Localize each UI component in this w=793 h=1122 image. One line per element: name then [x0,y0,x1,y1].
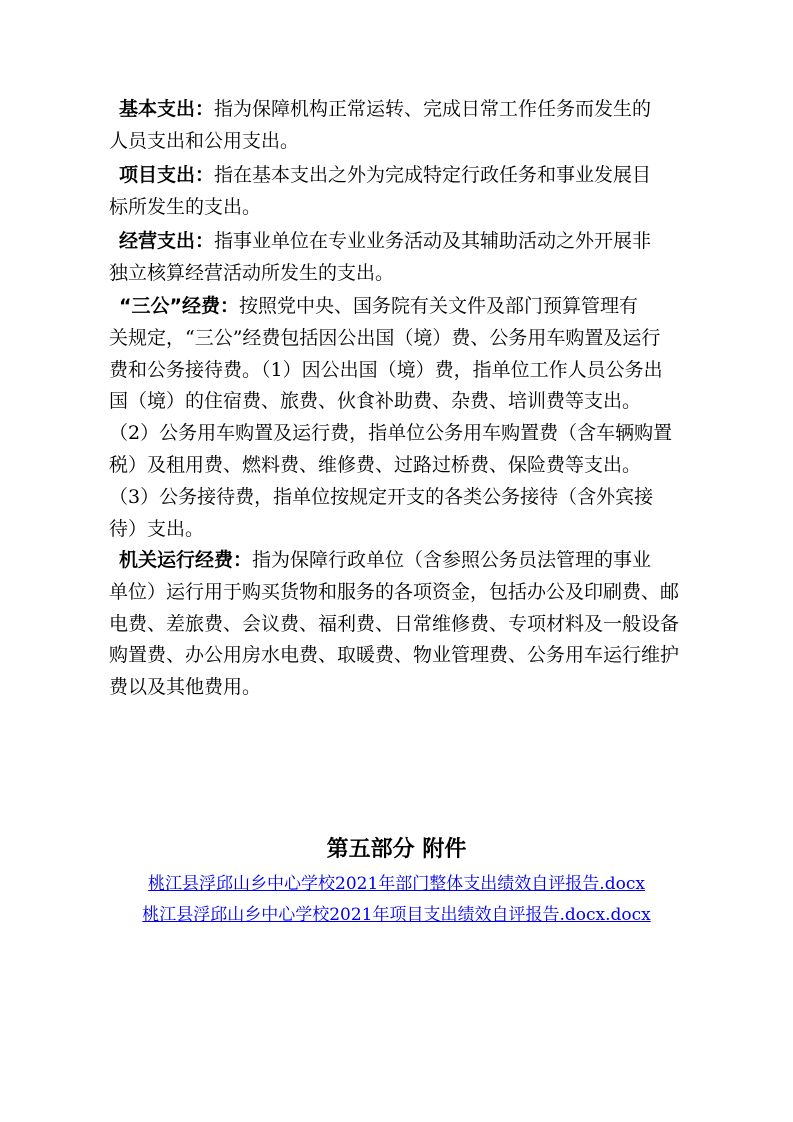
term-label: 经营支出： [119,230,215,252]
paragraph-line: 单位）运行用于购买货物和服务的各项资金，包括办公及印刷费、邮 [109,580,680,603]
paragraph-line [109,160,725,192]
paragraph-line: 关规定，“三公”经费包括因公出国（境）费、公务用车购置及运行 [109,326,661,349]
paragraph-basic-expenditure [109,94,725,158]
paragraph-line: 税）及租用费、燃料费、维修费、过路过桥费、保险费等支出。 [109,453,642,476]
term-label: 机关运行经费： [119,549,253,571]
term-label: “三公”经费： [119,295,239,317]
paragraph-project-expenditure [109,160,725,224]
paragraph-line: （2）公务用车购置及运行费，指单位公务用车购置费（含车辆购置 [109,422,673,445]
paragraph-line [109,291,725,323]
paragraph-text: 按照党中央、国务院有关文件及部门预算管理有 [238,295,638,317]
term-label: 基本支出： [119,98,215,120]
paragraph-text: 指事业单位在专业业务活动及其辅助活动之外开展非 [214,230,652,252]
paragraph-three-public-expenses [109,291,725,545]
paragraph-line: 人员支出和公用支出。 [109,129,300,152]
attachment-link-project-report[interactable]: 桃江县浮邱山乡中心学校2021年项目支出绩效自评报告.docx.docx [142,905,651,925]
paragraph-agency-operating-expenses [109,545,725,704]
paragraph-line: 国（境）的住宿费、旅费、伙食补助费、杂费、培训费等支出。 [109,390,642,413]
paragraph-line: 待）支出。 [109,517,205,540]
paragraph-operating-expenditure [109,226,725,290]
paragraph-line: 购置费、办公用房水电费、取暖费、物业管理费、公务用车运行维护 [109,644,680,667]
section-title: 第五部分 附件 [326,837,467,862]
paragraph-line: 电费、差旅费、会议费、福利费、日常维修费、专项材料及一般设备 [109,612,680,635]
paragraph-text: 指为保障行政单位（含参照公务员法管理的事业 [252,549,652,571]
attachment-link-overall-report[interactable]: 桃江县浮邱山乡中心学校2021年部门整体支出绩效自评报告.docx [148,874,645,894]
term-label: 项目支出： [119,164,215,186]
paragraph-line [109,94,725,126]
paragraph-line: （3）公务接待费，指单位按规定开支的各类公务接待（含外宾接 [109,485,654,508]
paragraph-line: 费和公务接待费。（1）因公出国（境）费，指单位工作人员公务出 [109,358,663,381]
paragraph-line [109,226,725,258]
paragraph-line [109,545,725,577]
paragraph-line: 费以及其他费用。 [109,676,262,699]
paragraph-text: 指在基本支出之外为完成特定行政任务和事业发展目 [214,164,652,186]
paragraph-text: 指为保障机构正常运转、完成日常工作任务而发生的 [214,98,652,120]
paragraph-line: 标所发生的支出。 [109,195,262,218]
paragraph-line: 独立核算经营活动所发生的支出。 [109,261,395,284]
